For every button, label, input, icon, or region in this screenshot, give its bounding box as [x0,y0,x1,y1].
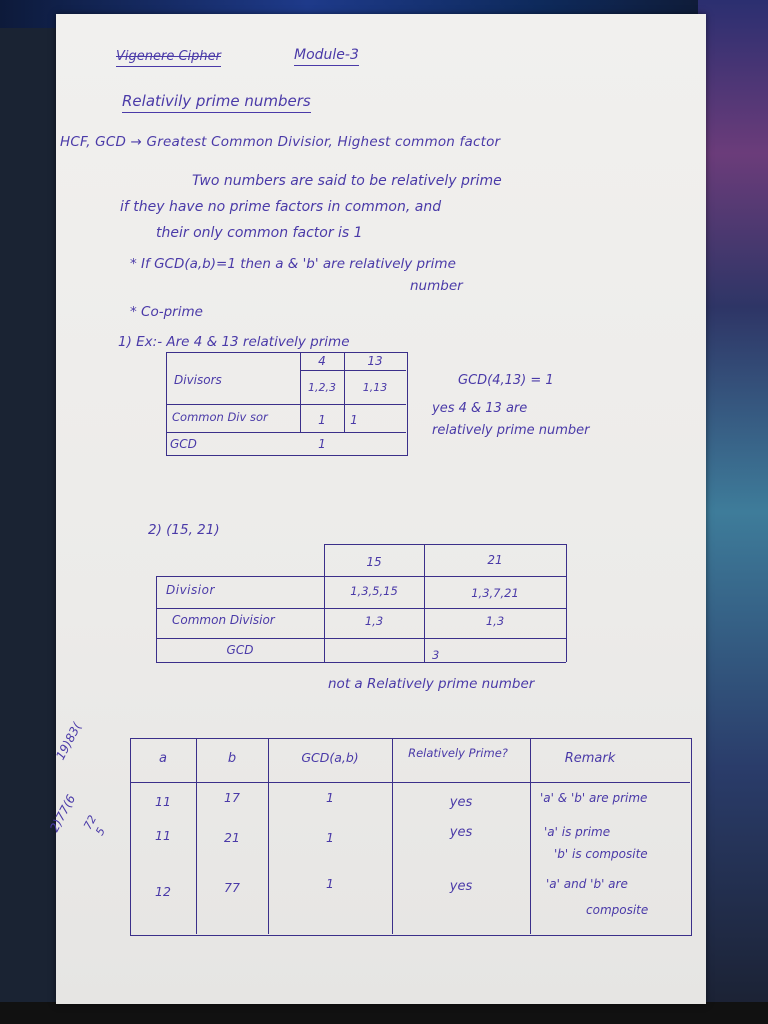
example1-heading: 1) Ex:- Are 4 & 13 relatively prime [118,334,350,350]
ex1-row-gcd-label: GCD [170,437,197,451]
bullet-gcd-rule-cont: number [410,278,463,294]
summary-r1-remark: 'a' & 'b' are prime [540,791,648,805]
background-bottom [0,1002,768,1024]
example2-heading: 2) (15, 21) [148,522,220,538]
summary-r1-gcd: 1 [326,790,334,805]
summary-r2-remark-1: 'a' is prime [544,825,611,839]
summary-r2-a: 11 [155,828,171,843]
summary-header-rp: Relatively Prime? [408,746,508,760]
margin-note-4: 5 [93,825,108,838]
ex1-col-header-4: 4 [318,354,326,368]
summary-r2-remark-2: 'b' is composite [554,847,648,861]
paragraph-line-2: if they have no prime factors in common, and [120,199,442,215]
ex1-gcd-value: 1 [318,437,326,451]
struck-title: Vigenere Cipher [116,50,221,67]
ex2-common-21: 1,3 [485,614,505,628]
ex2-common-15: 1,3 [364,614,384,628]
summary-r3-remark-2: composite [586,903,649,917]
summary-r3-a: 12 [155,884,171,899]
background-right [698,0,768,1024]
summary-r2-gcd: 1 [326,830,334,845]
ex1-common-4: 1 [318,413,326,427]
margin-note-1: 19)83( [53,720,85,763]
bullet-gcd-rule: * If GCD(a,b)=1 then a & 'b' are relatively prime [130,256,456,272]
bullet-co-prime: * Co-prime [130,304,203,320]
summary-r2-b: 21 [224,830,240,845]
summary-r1-a: 11 [155,794,171,809]
summary-r2-rp: yes [449,825,473,840]
summary-header-b: b [227,751,237,766]
margin-note-2: 2)77(6 [47,792,79,835]
page-title: Relativily prime numbers [122,94,311,113]
summary-r3-gcd: 1 [326,876,334,891]
summary-r3-remark-1: 'a' and 'b' are [546,877,628,891]
ex1-divisors-13: 1,13 [362,381,388,394]
summary-r3-b: 77 [224,880,240,895]
ex2-row-gcd-label: GCD [226,643,254,657]
definition-line: HCF, GCD → Greatest Common Divisior, Highest common factor [60,134,501,150]
ex2-conclusion: not a Relatively prime number [328,676,535,692]
module-label: Module-3 [294,48,359,66]
ex2-divisor-21: 1,3,7,21 [471,586,519,600]
margin-note-3: 72 [81,813,100,832]
paragraph-line-1: Two numbers are said to be relatively prime [192,173,502,189]
paragraph-line-3: their only common factor is 1 [156,225,363,241]
ex1-common-13: 1 [350,413,358,427]
ex1-row-common-label: Common Div sor [172,410,268,424]
ex2-row-common-label: Common Divisior [172,613,275,627]
summary-header-gcd: GCD(a,b) [301,750,359,765]
summary-header-a: a [159,751,167,766]
ex1-conclusion-2: relatively prime number [432,423,590,438]
ex2-divisor-15: 1,3,5,15 [350,584,398,598]
ex1-col-header-13: 13 [367,354,383,368]
ex1-row-divisors-label: Divisors [174,373,222,387]
summary-r1-rp: yes [449,795,473,810]
ex2-col-header-21: 21 [487,553,503,567]
summary-r3-rp: yes [449,879,473,894]
summary-header-remark: Remark [564,751,616,766]
ex2-col-header-15: 15 [366,555,382,569]
ex2-gcd-value: 3 [432,648,440,662]
ex2-row-divisor-label: Divisior [166,583,215,597]
notebook-page [47,14,706,1004]
ex1-conclusion-1: yes 4 & 13 are [432,401,528,416]
ex1-gcd-result: GCD(4,13) = 1 [458,373,554,388]
summary-r1-b: 17 [224,790,240,805]
ex1-divisors-4: 1,2,3 [308,381,336,394]
